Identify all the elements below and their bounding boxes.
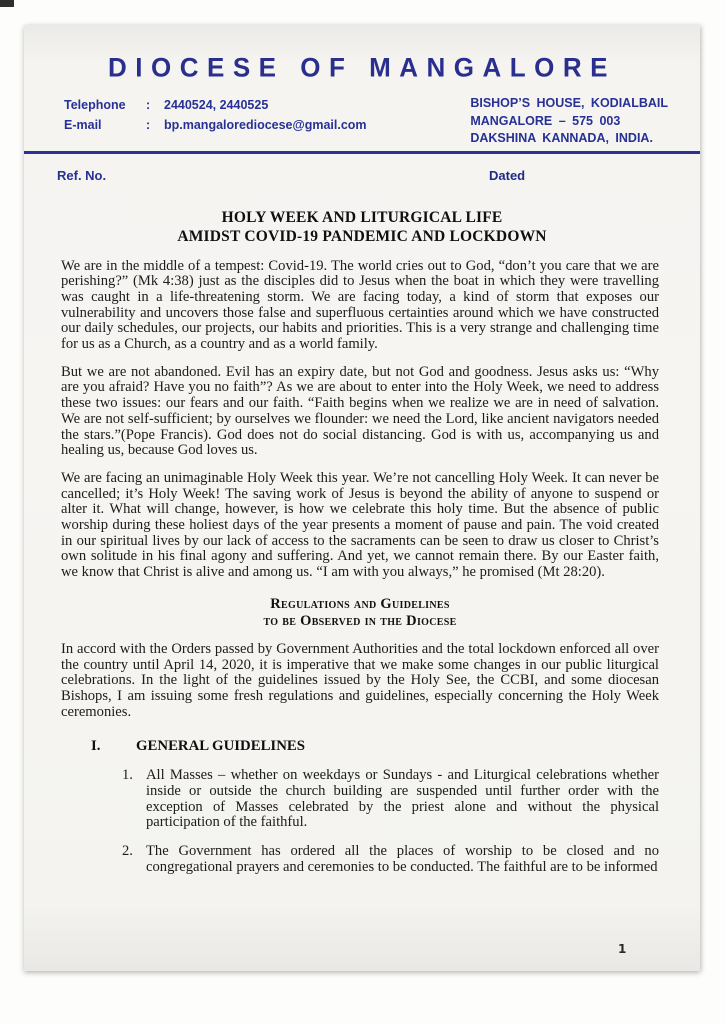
email-row — [64, 115, 367, 135]
email-label: E-mail — [64, 118, 102, 132]
page-number: 1 — [618, 942, 627, 956]
ref-no-label: Ref. No. — [57, 167, 107, 183]
telephone-colon: : — [146, 98, 151, 112]
dated-label: Dated — [489, 167, 526, 183]
document-title — [24, 208, 700, 247]
regulations-heading — [61, 596, 659, 630]
guideline-item — [122, 768, 659, 831]
item-text: All Masses – whether on weekdays or Sundays - and Liturgical celebrations whether inside or outside the church building are suspended until further order with the exception of Masses celebrated by the priest alone and without the physical participation of the faithful. — [146, 767, 659, 831]
reference-row — [24, 168, 700, 184]
letterhead-contact-row — [64, 95, 668, 148]
intro-paragraph: In accord with the Orders passed by Government Authorities and the total lockdown enforced all over the country until April 14, 2020, it is imperative that we make some changes in our public liturgical celebrations. In the light of the guidelines issued by the Holy See, the CCBI, and some diocesan Bishops, I am issuing some fresh regulations and guidelines, especially concerning the Holy Week ceremonies. — [61, 640, 659, 720]
address-line: BISHOP’S HOUSE, KODIALBAIL — [470, 96, 668, 110]
item-number: 1. — [122, 767, 133, 784]
regulations-heading-line: to be Observed in the Diocese — [263, 612, 457, 629]
document-body — [61, 259, 659, 876]
email-value: bp.mangalorediocese@gmail.com — [164, 118, 367, 132]
scanned-page — [24, 25, 700, 971]
letterhead — [24, 52, 700, 154]
general-guidelines-heading — [61, 738, 659, 755]
item-number: 2. — [122, 843, 133, 860]
contact-block — [64, 95, 367, 148]
address-block — [470, 95, 668, 148]
body-paragraph: We are facing an unimaginable Holy Week this year. We’re not cancelling Holy Week. It can never be cancelled; it’s Holy Week! The saving work of Jesus is beyond the ability of anyone to suspend or alter it. What will change, however, is how we celebrate this holy time. But the absence of public worship during these holiest days of the year presents a moment of pause and pain. The void created in our spiritual lives by our lack of access to the sacraments can be seen to draw us closer to Christ’s own solitude in his final agony and suffering. And yet, we cannot remain there. By our Easter faith, we know that Christ is alive and among us. “I am with you always,” he promised (Mt 28:20). — [61, 469, 659, 581]
email-colon: : — [146, 118, 151, 132]
telephone-row — [64, 95, 367, 115]
scan-corner-artifact — [0, 0, 14, 7]
guideline-item — [122, 844, 659, 875]
item-text: The Government has ordered all the places of worship to be closed and no congregational prayers and ceremonies to be conducted. The faithful are to be informed — [146, 843, 659, 875]
body-paragraph: We are in the middle of a tempest: Covid-19. The world cries out to God, “don’t you care that we are perishing?” (Mk 4:38) just as the disciples did to Jesus when the boat in which they were travelling was caught in a life-threatening storm. We are facing today, a kind of storm that exposes our vulnerability and uncovers those false and superfluous certainties around which we have constructed our daily schedules, our projects, our habits and priorities. This is a very strange and challenging time for us as a Church, as a country and as a world family. — [61, 257, 659, 353]
address-line: MANGALORE – 575 003 — [470, 113, 621, 128]
document-title-line: HOLY WEEK AND LITURGICAL LIFE — [221, 208, 503, 226]
regulations-heading-line: Regulations and Guidelines — [270, 595, 450, 612]
letterhead-rule — [24, 151, 700, 154]
telephone-label: Telephone — [64, 98, 126, 112]
letterhead-title: DIOCESE OF MANGALORE — [107, 51, 616, 83]
section-numeral: I. — [91, 738, 101, 755]
section-title: GENERAL GUIDELINES — [136, 738, 305, 755]
document-title-line: AMIDST COVID-19 PANDEMIC AND LOCKDOWN — [177, 228, 547, 245]
body-paragraph: But we are not abandoned. Evil has an expiry date, but not God and goodness. Jesus asks us: “Why are you afraid? Have you no faith”? As we are about to enter into the Holy Week, we need to address these two issues: our fears and our faith. “Faith begins when we realize we are in need of salvation. We are not self-sufficient; by ourselves we flounder: we need the Lord, like ancient navigators needed the stars.”(Pope Francis). God does not do social distancing. God is with us, accompanying us and healing us, because God loves us. — [61, 363, 659, 459]
telephone-value: 2440524, 2440525 — [164, 98, 269, 112]
address-line: DAKSHINA KANNADA, INDIA. — [470, 131, 653, 145]
